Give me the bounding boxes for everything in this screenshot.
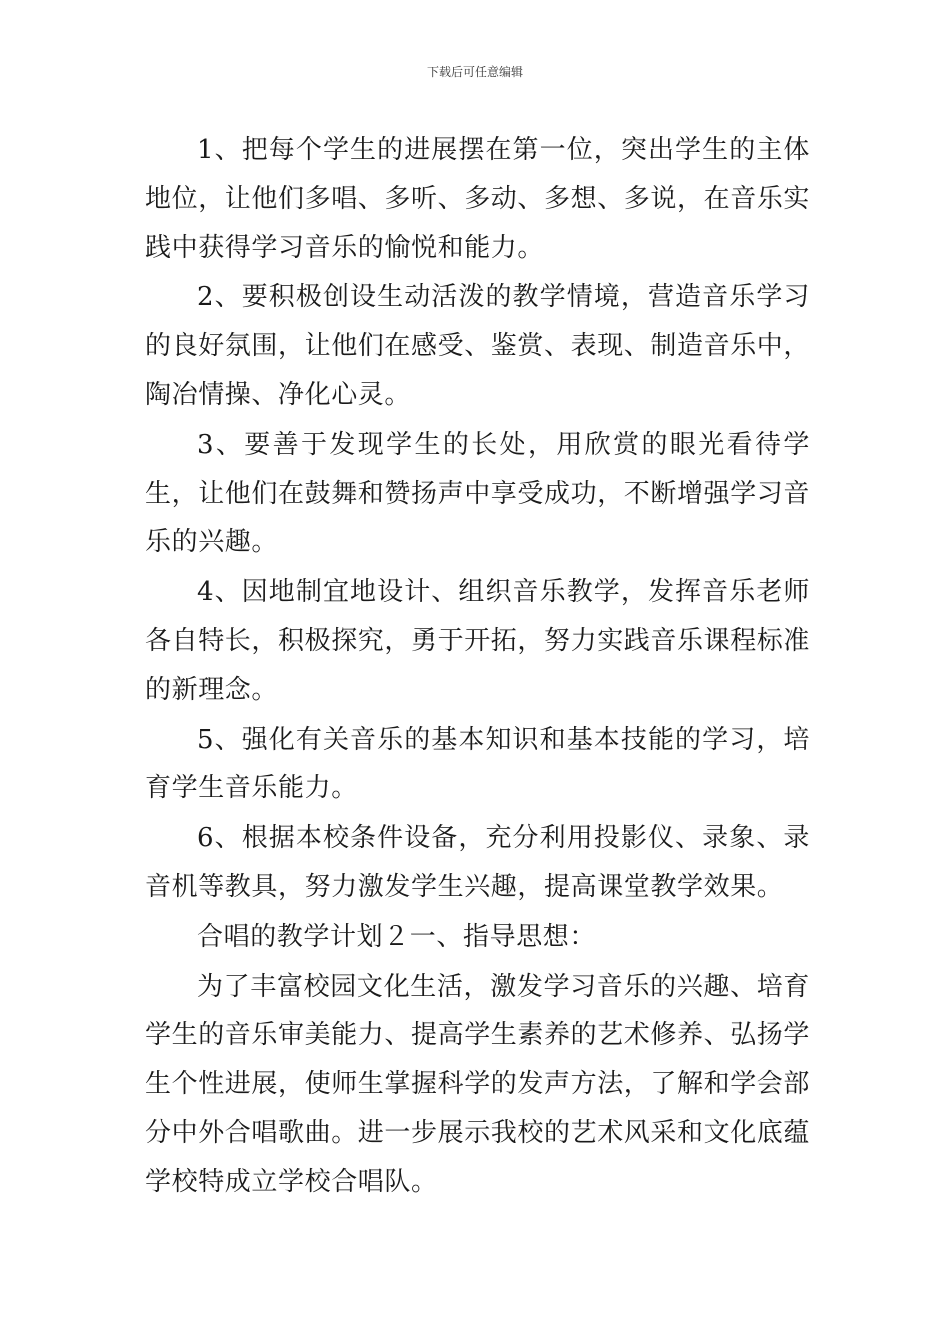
paragraph-6: 6、根据本校条件设备，充分利用投影仪、录象、录音机等教具，努力激发学生兴趣，提高课堂教学效果。	[145, 823, 810, 902]
paragraph-4: 4、因地制宜地设计、组织音乐教学，发挥音乐老师各自特长，积极探究，勇于开拓，努力实践音乐课程标准的新理念。	[145, 577, 811, 705]
paragraph-5: 5、强化有关音乐的基本知识和基本技能的学习，培育学生音乐能力。	[145, 724, 810, 804]
paragraph-1: 1、把每个学生的进展摆在第一位，突出学生的主体地位，让他们多唱、多听、多动、多想、多说，在音乐实践中获得学习音乐的愉悦和能力。	[145, 135, 811, 263]
paragraph-2: 2、要积极创设生动活泼的教学情境，营造音乐学习的良好氛围，让他们在感受、鉴赏、表现、制造音乐中，陶冶情操、净化心灵。	[145, 282, 811, 410]
section-heading: 合唱的教学计划２一、指导思想：	[197, 921, 597, 952]
page-header-note: 下载后可任意编辑	[426, 65, 523, 79]
paragraph-guiding-idea: 为了丰富校园文化生活，激发学习音乐的兴趣、培育学生的音乐审美能力、提高学生素养的艺术修养、弘扬学生个性进展，使师生掌握科学的发声方法，了解和学会部分中外合唱歌曲。进一步展示我校的艺术风采和文化底蕴学校特成立学校合唱队。	[145, 971, 811, 1197]
document-body	[145, 126, 810, 1208]
paragraph-3: 3、要善于发现学生的长处，用欣赏的眼光看待学生，让他们在鼓舞和赞扬声中享受成功，不断增强学习音乐的兴趣。	[145, 429, 811, 558]
